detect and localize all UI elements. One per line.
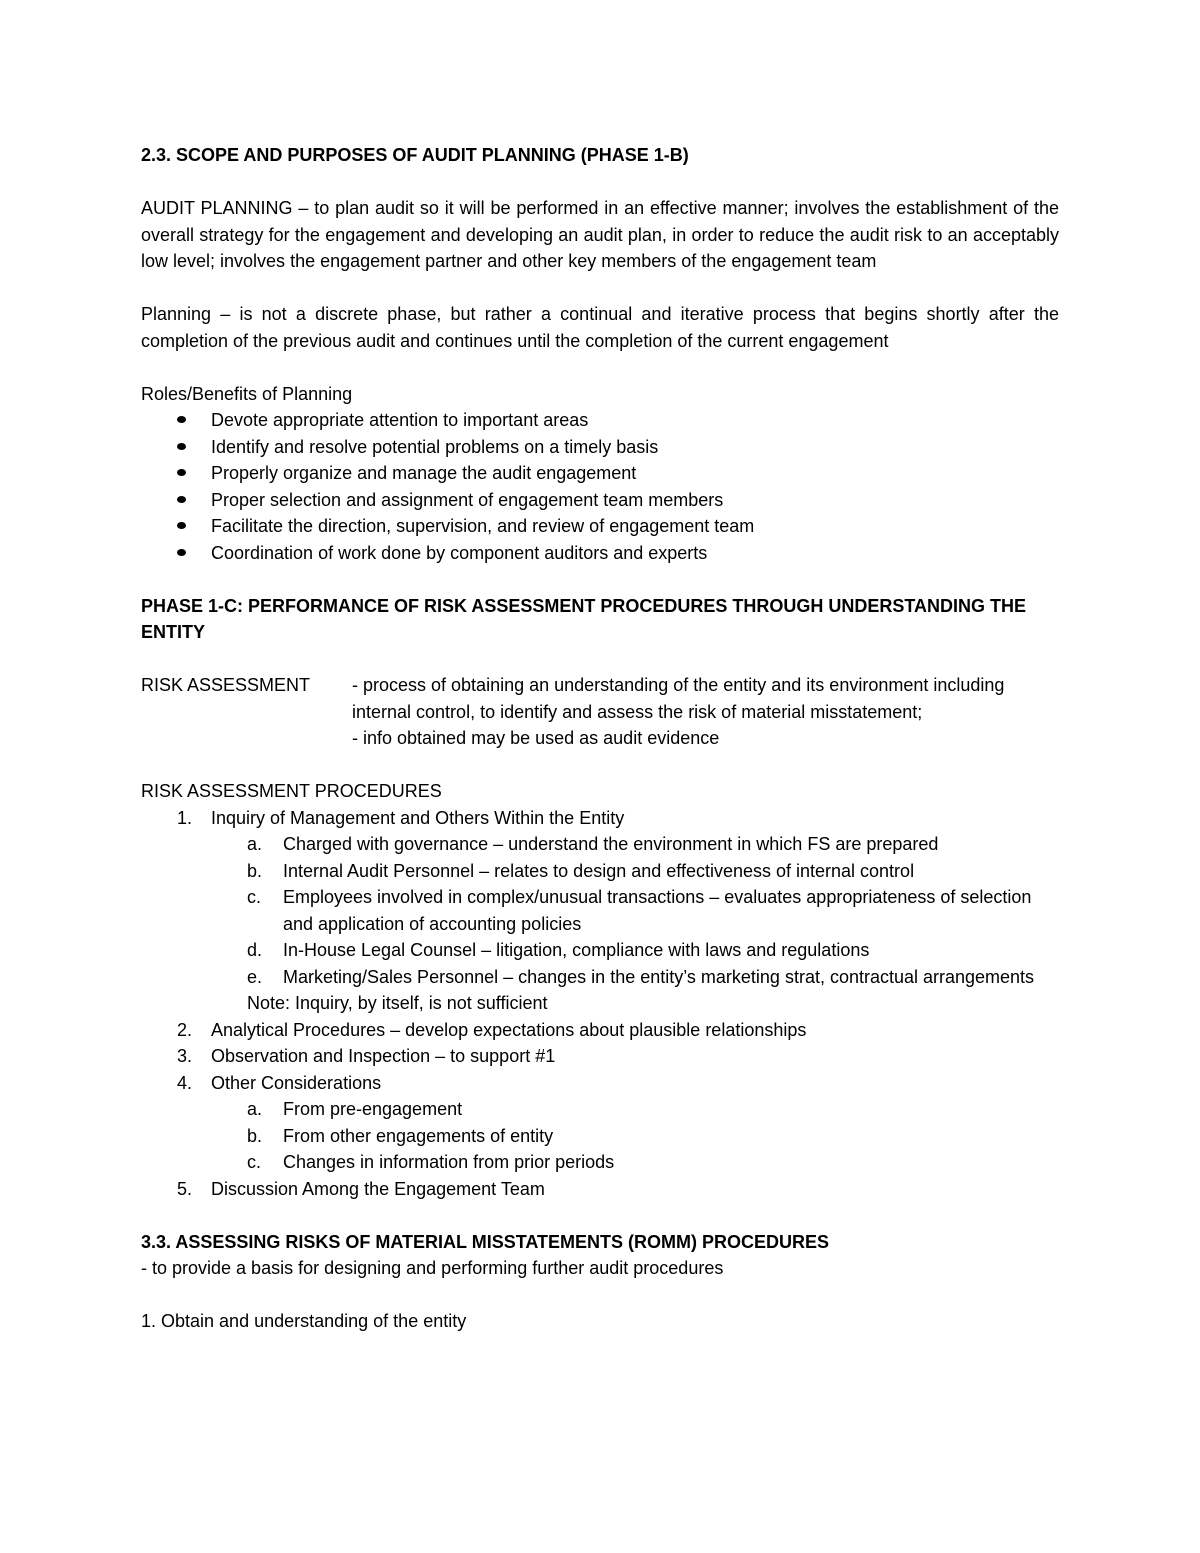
bullet-icon — [177, 443, 186, 450]
definition-term: RISK ASSESSMENT — [141, 675, 311, 695]
list-item: 3. Observation and Inspection – to support #1 — [177, 1046, 556, 1066]
list-item: Devote appropriate attention to important areas — [141, 407, 1059, 434]
list-item: Coordination of work done by component auditors and experts — [141, 540, 1059, 567]
procedures-list — [141, 805, 1059, 1203]
bullet-icon — [177, 469, 186, 476]
risk-assessment-definition — [141, 672, 1059, 752]
list-item: 2. Analytical Procedures – develop expectations about plausible relationships — [177, 1019, 807, 1040]
list-item: Facilitate the direction, supervision, and review of engagement team — [141, 513, 1059, 540]
list-item: Proper selection and assignment of engagement team members — [141, 487, 1059, 514]
sub-list-item: d. In-House Legal Counsel – litigation, compliance with laws and regulations — [247, 940, 870, 960]
bullet-icon — [177, 522, 186, 529]
romm-subtitle: - to provide a basis for designing and performing further audit procedures — [141, 1258, 724, 1278]
sub-list-item: b. From other engagements of entity — [247, 1125, 554, 1146]
section-heading-risk-assessment: PHASE 1-C: PERFORMANCE OF RISK ASSESSMENT PROCEDURES THROUGH UNDERSTANDING THE ENTITY — [141, 595, 1027, 642]
document-page — [141, 142, 1059, 1335]
sub-list-item: b. Internal Audit Personnel – relates to design and effectiveness of internal control — [247, 860, 915, 881]
planning-definition: Planning – is not a discrete phase, but rather a continual and iterative process that begins shortly after the completion of the previous audit and continues until the completion of the current engagement — [141, 304, 1059, 351]
inquiry-note: Note: Inquiry, by itself, is not sufficient — [247, 993, 548, 1013]
romm-step-1: 1. Obtain and understanding of the entity — [141, 1311, 467, 1331]
list-item: Properly organize and manage the audit engagement — [141, 460, 1059, 487]
audit-planning-definition: AUDIT PLANNING – to plan audit so it will be performed in an effective manner; involves the establishment of the overall strategy for the engagement and developing an audit plan, in order to reduce the audit risk to an acceptably low level; involves the engagement partner and other key members of the engagement team — [141, 198, 1059, 271]
risk-assessment-procedures-title: RISK ASSESSMENT PROCEDURES — [141, 781, 442, 801]
sub-list-item: c. Changes in information from prior periods — [247, 1152, 615, 1172]
sub-list-item: a. From pre-engagement — [247, 1099, 463, 1119]
list-item: 5. Discussion Among the Engagement Team — [177, 1178, 545, 1199]
section-heading-audit-planning: 2.3. SCOPE AND PURPOSES OF AUDIT PLANNING (PHASE 1-B) — [141, 145, 689, 165]
sub-list-item: c. Employees involved in complex/unusual transactions – evaluates appropriateness of selection and application of accounting policies — [247, 887, 1032, 934]
sub-list-item: e. Marketing/Sales Personnel – changes in the entity’s marketing strat, contractual arrangements — [247, 966, 1035, 987]
section-heading-romm: 3.3. ASSESSING RISKS OF MATERIAL MISSTATEMENTS (ROMM) PROCEDURES — [141, 1231, 830, 1252]
list-item: 4. Other Considerations — [177, 1072, 382, 1093]
list-item: 1. Inquiry of Management and Others Within the Entity — [177, 807, 625, 828]
bullet-icon — [177, 496, 186, 503]
roles-benefits-list — [141, 407, 1059, 566]
bullet-icon — [177, 549, 186, 556]
sub-list-item: a. Charged with governance – understand the environment in which FS are prepared — [247, 834, 939, 854]
list-item: Identify and resolve potential problems on a timely basis — [141, 434, 1059, 461]
roles-benefits-title: Roles/Benefits of Planning — [141, 383, 353, 404]
bullet-icon — [177, 416, 186, 423]
definition-body: - process of obtaining an understanding of the entity and its environment including internal control, to identify and assess the risk of material misstatement; - info obtained may be used as audit evidence — [352, 675, 1005, 748]
